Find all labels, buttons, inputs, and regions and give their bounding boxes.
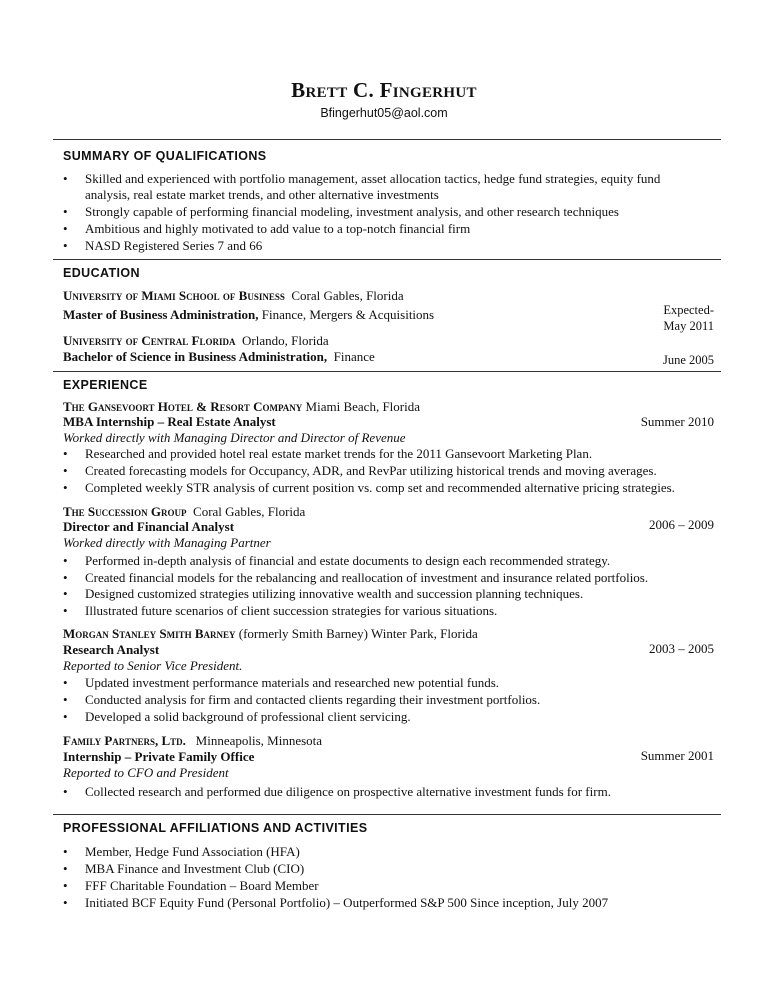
job-reporting: Reported to Senior Vice President.	[63, 658, 243, 673]
summary-bullet: • Strongly capable of performing financial modeling, investment analysis, and other research techniques	[63, 204, 619, 219]
job-role: Research Analyst	[63, 642, 160, 657]
section-title-summary: SUMMARY OF QUALIFICATIONS	[63, 149, 267, 163]
company-name: Family Partners, Ltd.	[63, 733, 186, 748]
job-date: Summer 2010	[640, 414, 714, 429]
job-bullet: • Created forecasting models for Occupancy, ADR, and RevPar utilizing historical trends and moving averages.	[63, 463, 657, 478]
job-bullet: • Created financial models for the rebalancing and reallocation of investment and insurance related portfolios.	[63, 570, 649, 585]
job-reporting: Worked directly with Managing Partner	[63, 535, 271, 550]
job-role: MBA Internship – Real Estate Analyst	[63, 414, 276, 429]
job-heading	[63, 399, 420, 415]
school-heading	[63, 333, 329, 349]
summary-bullet: • Ambitious and highly motivated to add value to a top-notch financial firm	[63, 221, 471, 236]
degree-line: Bachelor of Science in Business Administration, Finance	[63, 349, 375, 364]
affiliation-bullet: • FFF Charitable Foundation – Board Member	[63, 878, 319, 893]
school-heading	[63, 288, 404, 304]
company-name: Morgan Stanley Smith Barney	[63, 626, 236, 641]
job-bullet: • Designed customized strategies utilizing innovative wealth and succession planning techniques.	[63, 586, 584, 601]
school-location: Orlando, Florida	[242, 333, 329, 348]
job-bullet: • Updated investment performance materials and researched new potential funds.	[63, 675, 500, 690]
job-date: 2006 – 2009	[649, 517, 714, 532]
job-bullet: • Developed a solid background of professional client servicing.	[63, 709, 411, 724]
job-heading	[63, 504, 305, 520]
section-title-education: EDUCATION	[63, 266, 140, 280]
job-reporting: Reported to CFO and President	[63, 765, 229, 780]
section-divider	[53, 139, 721, 140]
degree-date: Expected-	[663, 303, 714, 317]
job-reporting: Worked directly with Managing Director and Director of Revenue	[63, 430, 406, 445]
job-role: Internship – Private Family Office	[63, 749, 255, 764]
job-bullet: • Completed weekly STR analysis of current position vs. comp set and recommended alternative pricing strategies.	[63, 480, 675, 495]
job-bullet: • Conducted analysis for firm and contacted clients regarding their investment portfolios.	[63, 692, 541, 707]
resume-name: Brett C. Fingerhut	[291, 78, 477, 102]
degree-line: Master of Business Administration, Finance, Mergers & Acquisitions	[63, 307, 435, 322]
company-name: The Gansevoort Hotel & Resort Company	[63, 399, 303, 414]
affiliation-bullet: • Member, Hedge Fund Association (HFA)	[63, 844, 300, 859]
job-bullet: • Illustrated future scenarios of client succession strategies for various situations.	[63, 603, 498, 618]
summary-bullet: • NASD Registered Series 7 and 66	[63, 238, 263, 253]
company-name: The Succession Group	[63, 504, 187, 519]
section-title-affiliations: PROFESSIONAL AFFILIATIONS AND ACTIVITIES	[63, 821, 368, 835]
summary-bullet-continuation: analysis, real estate market trends, and other alternative investments	[85, 187, 439, 202]
job-location: (formerly Smith Barney) Winter Park, Florida	[238, 626, 478, 641]
school-name: University of Miami School of Business	[63, 288, 285, 303]
degree-date: June 2005	[662, 353, 714, 367]
school-name: University of Central Florida	[63, 333, 236, 348]
job-bullet: • Performed in-depth analysis of financial and estate documents to design each recommended strategy.	[63, 553, 611, 568]
school-location: Coral Gables, Florida	[291, 288, 404, 303]
job-heading	[63, 733, 322, 749]
affiliation-bullet: • Initiated BCF Equity Fund (Personal Portfolio) – Outperformed S&P 500 Since inception, July 2007	[63, 895, 609, 910]
job-location: Minneapolis, Minnesota	[195, 733, 323, 748]
job-location: Miami Beach, Florida	[305, 399, 420, 414]
job-heading	[63, 626, 478, 642]
affiliation-bullet: • MBA Finance and Investment Club (CIO)	[63, 861, 305, 876]
section-divider	[53, 814, 721, 815]
section-title-experience: EXPERIENCE	[63, 378, 148, 392]
summary-bullet: • Skilled and experienced with portfolio management, asset allocation tactics, hedge fund strategies, equity fund	[63, 171, 661, 186]
job-bullet: • Researched and provided hotel real estate market trends for the 2011 Gansevoort Marketing Plan.	[63, 446, 593, 461]
degree-date: May 2011	[663, 319, 714, 333]
job-role: Director and Financial Analyst	[63, 519, 235, 534]
section-divider	[53, 371, 721, 372]
job-bullet: • Collected research and performed due diligence on prospective alternative investment funds for firm.	[63, 784, 611, 799]
job-date: Summer 2001	[640, 748, 714, 763]
job-location: Coral Gables, Florida	[193, 504, 306, 519]
section-divider	[53, 259, 721, 260]
email-address[interactable]: Bfingerhut05@aol.com	[320, 106, 448, 120]
job-date: 2003 – 2005	[649, 641, 714, 656]
